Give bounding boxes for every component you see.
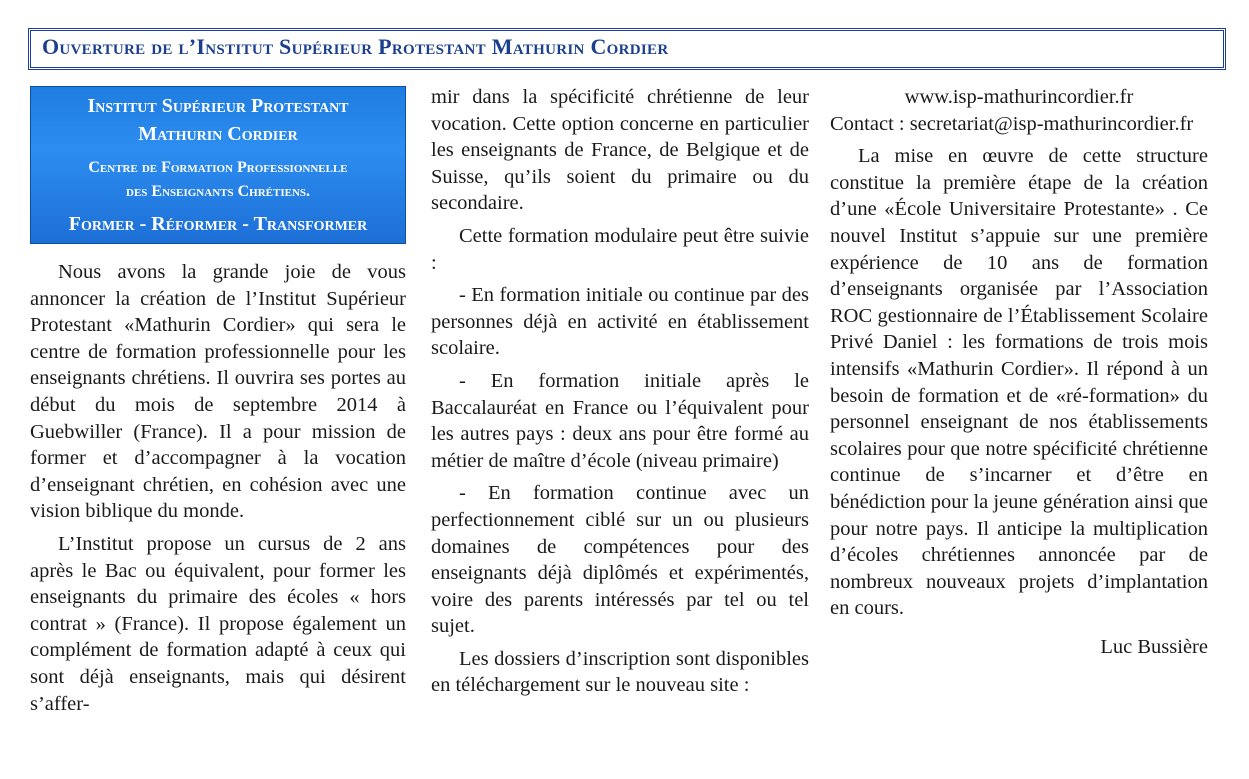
institute-info-box [30, 86, 406, 244]
column-2 [431, 84, 809, 699]
list-item: - En formation continue avec un perfectionnement ciblé sur un ou plusieurs domaines de compétences pour des enseignants déjà diplômés et expérimentés, voire des parents intéressés par tel ou tel sujet. [431, 482, 809, 638]
page-title: Ouverture de l’Institut Supérieur Protestant Mathurin Cordier [42, 34, 669, 59]
paragraph: Cette formation modulaire peut être suivie : [431, 224, 809, 274]
box-subtitle-2: des Enseignants Chrétiens. [126, 183, 310, 200]
box-subtitle: Centre de Formation Professionnelle [88, 159, 348, 176]
paragraph: Nous avons la grande joie de vous annoncer la création de l’Institut Supérieur Protestant «Mathurin Cordier» qui sera le centre de formation professionnelle pour les enseignants chrétiens. Il ouvrira ses portes au début du mois de septembre 2014 à Guebwiller (France). Il a pour mission de former et d’accompagner à la vocation d’enseignant chrétien, en cohésion avec une vision biblique du monde. [30, 261, 406, 523]
paragraph: mir dans la spécificité chrétienne de leur vocation. Cette option concerne en particulier les enseignants de France, de Belgique et de Suisse, qu’ils soient du primaire ou du secondaire. [431, 86, 809, 215]
paragraph: L’Institut propose un cursus de 2 ans après le Bac ou équivalent, pour former les enseignants du primaire des écoles « hors contrat » (France). Il propose également un complément de formation adapté à ceux qui sont déjà enseignants, mais qui désirent s’affer- [30, 532, 406, 715]
column-1 [30, 259, 406, 717]
paragraph: La mise en œuvre de cette structure constitue la première étape de la création d’une «École Universitaire Protestante» . Ce nouvel Institut s’appuie sur une première expérience de 10 ans de formation d’enseignants organisée par l’Association ROC gestionnaire de l’Établissement Scolaire Privé Daniel : les formations de trois mois intensifs «Mathurin Cordier». Il répond à un besoin de formation et de «ré-formation» du personnel enseignant de nos établissements scolaires pour que notre spécificité chrétienne continue de s’incarner et d’être en bénédiction pour la jeune génération ainsi que pour notre pays. Il anticipe la multiplication d’écoles chrétiennes annoncée par de nombreux nouveaux projets d’implantation en cours. [830, 145, 1208, 620]
website-link[interactable]: www.isp-mathurincordier.fr [904, 86, 1134, 108]
paragraph: Les dossiers d’inscription sont disponibles en téléchargement sur le nouveau site : [431, 647, 809, 697]
box-motto: Former - Réformer - Transformer [68, 213, 368, 235]
list-item: - En formation initiale après le Baccalauréat en France ou l’équivalent pour les autres pays : deux ans pour être formé au métier de maître d’école (niveau primaire) [431, 369, 809, 472]
box-institute-name: Institut Supérieur Protestant [87, 95, 349, 117]
signature: Luc Bussière [1100, 635, 1208, 658]
box-institute-name-2: Mathurin Cordier [138, 123, 298, 145]
column-3 [830, 84, 1208, 660]
contact-email[interactable]: Contact : secretariat@isp-mathurincordier.fr [830, 112, 1194, 135]
list-item: - En formation initiale ou continue par des personnes déjà en activité en établissement scolaire. [431, 284, 809, 360]
